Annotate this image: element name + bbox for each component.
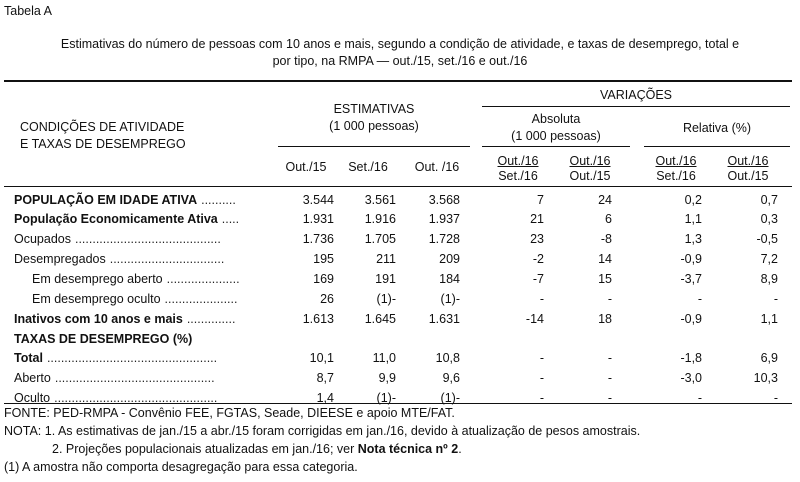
estimativas-rule: [278, 146, 470, 147]
row-label-text: Aberto: [14, 371, 51, 385]
table-cell: 169: [313, 272, 334, 286]
table-cell: -: [539, 351, 544, 365]
row-label-text: Inativos com 10 anos e mais: [14, 312, 183, 326]
footer-source-text: Convênio FEE, FGTAS, Seade, DIEESE e apoio MTE/FAT.: [128, 406, 455, 420]
var-col-header-3-top: Out./16: [655, 154, 697, 168]
row-label: [32, 292, 237, 306]
row-leader-dots: ..............: [186, 312, 236, 326]
table-subtitle: [8, 36, 792, 70]
table-cell: 1,4: [316, 391, 334, 405]
table-cell: -7: [532, 272, 544, 286]
table-cell: 14: [598, 252, 612, 266]
row-label-text: TAXAS DE DESEMPREGO (%): [14, 332, 193, 346]
table-cell: -0,5: [756, 232, 778, 246]
table-cell: -: [607, 371, 612, 385]
table-cell: 26: [320, 292, 334, 306]
table-cell: 1.931: [302, 212, 334, 226]
subtitle-line-2: por tipo, na RMPA — out./15, set./16 e out./16: [272, 54, 528, 68]
row-label-text: POPULAÇÃO EM IDADE ATIVA: [14, 193, 198, 207]
table-cell: 21: [530, 212, 544, 226]
table-cell: 3.544: [302, 193, 334, 207]
row-label: [14, 351, 217, 365]
table-cell: 1.728: [428, 232, 460, 246]
col-header-set16: Set./16: [348, 160, 388, 174]
table-cell: 0,2: [684, 193, 702, 207]
table-cell: 1.736: [302, 232, 334, 246]
var-col-header-1-bottom: Set./16: [498, 169, 538, 183]
table-cell: -0,9: [680, 312, 702, 326]
footer-note-2-suffix: .: [458, 442, 462, 456]
table-cell: -: [697, 292, 702, 306]
table-cell: -: [697, 391, 702, 405]
var-col-header-4-top: Out./16: [727, 154, 769, 168]
table-cell: 0,3: [760, 212, 778, 226]
row-label: [14, 232, 221, 246]
table-cell: 1,1: [684, 212, 702, 226]
row-label: [14, 312, 235, 326]
row-leader-dots: ...............................................: [54, 391, 218, 405]
row-leader-dots: ..........................................: [74, 232, 221, 246]
var-col-header-4-bottom: Out./15: [727, 169, 769, 183]
table-cell: -2: [532, 252, 544, 266]
estimativas-header: ESTIMATIVAS: [333, 102, 415, 116]
table-cell: -: [773, 292, 778, 306]
table-cell: -0,9: [680, 252, 702, 266]
table-cell: 7,2: [760, 252, 778, 266]
row-label-header-1: CONDIÇÕES DE ATIVIDADE: [20, 120, 185, 134]
footer-note-2: [52, 442, 462, 456]
table-cell: 10,8: [435, 351, 460, 365]
row-label-text: Oculto: [14, 391, 51, 405]
table-cell: 1.631: [428, 312, 460, 326]
row-label-text: Ocupados: [14, 232, 71, 246]
row-label: [14, 371, 215, 385]
table-cell: 191: [375, 272, 396, 286]
row-label: [14, 193, 236, 207]
table-cell: -: [607, 351, 612, 365]
table-cell: 195: [313, 252, 334, 266]
table-cell: 1.916: [364, 212, 396, 226]
absoluta-rule: [482, 146, 630, 147]
table-cell: 209: [439, 252, 460, 266]
var-col-header-2-bottom: Out./15: [569, 169, 611, 183]
table-cell: -: [539, 371, 544, 385]
table-cell: (1)-: [440, 391, 460, 405]
row-leader-dots: .................................................: [46, 351, 218, 365]
footer-source: [4, 406, 455, 420]
row-label-text: População Economicamente Ativa: [14, 212, 218, 226]
table-cell: 18: [598, 312, 612, 326]
row-label-text: Em desemprego oculto: [32, 292, 161, 306]
subtitle-line-1: Estimativas do número de pessoas com 10 anos e mais, segundo a condição de atividade, e taxas de desemprego, total e: [60, 37, 740, 51]
row-leader-dots: ..............................................: [54, 371, 215, 385]
header-bottom-rule: [4, 186, 792, 187]
row-label-text: Total: [14, 351, 43, 365]
table-cell: 9,9: [378, 371, 396, 385]
footer-note-2-bold: Nota técnica nº 2: [357, 442, 459, 456]
table-cell: 8,7: [316, 371, 334, 385]
table-cell: 11,0: [372, 351, 396, 365]
row-label-text: Desempregados: [14, 252, 106, 266]
row-label: [14, 391, 217, 405]
table-cell: 0,7: [760, 193, 778, 207]
table-cell: 1,3: [684, 232, 702, 246]
table-cell: -3,7: [680, 272, 702, 286]
col-header-out15: Out./15: [285, 160, 327, 174]
row-leader-dots: .....................: [166, 272, 240, 286]
table-cell: -14: [525, 312, 544, 326]
row-leader-dots: .................................: [109, 252, 225, 266]
table-cell: 184: [439, 272, 460, 286]
table-cell: -: [773, 391, 778, 405]
table-cell: -: [607, 292, 612, 306]
var-col-header-1-top: Out./16: [497, 154, 539, 168]
row-label: [14, 212, 239, 226]
row-label: [14, 332, 192, 346]
table-cell: 23: [530, 232, 544, 246]
var-col-header-2-top: Out./16: [569, 154, 611, 168]
table-cell: 3.568: [428, 193, 460, 207]
row-label: [32, 272, 240, 286]
table-cell: -: [539, 391, 544, 405]
row-leader-dots: .....................: [164, 292, 238, 306]
table-cell: 1.705: [364, 232, 396, 246]
table-cell: 3.561: [364, 193, 396, 207]
row-label: [14, 252, 224, 266]
table-title: Tabela A: [4, 4, 52, 18]
row-leader-dots: ..........: [201, 193, 236, 207]
table-cell: 1.613: [302, 312, 334, 326]
footer-note-2-prefix: 2. Projeções populacionais atualizadas em jan./16; ver: [52, 442, 358, 456]
table-cell: 6: [605, 212, 612, 226]
row-leader-dots: .....: [221, 212, 240, 226]
table-cell: (1)-: [440, 292, 460, 306]
var-col-header-3-bottom: Set./16: [656, 169, 696, 183]
absoluta-unit: (1 000 pessoas): [511, 129, 601, 143]
table-cell: (1)-: [376, 292, 396, 306]
row-label-text: Em desemprego aberto: [32, 272, 163, 286]
table-cell: -3,0: [680, 371, 702, 385]
table-cell: 8,9: [760, 272, 778, 286]
variacoes-header: VARIAÇÕES: [599, 88, 672, 102]
estimativas-unit: (1 000 pessoas): [329, 119, 419, 133]
table-cell: (1)-: [376, 391, 396, 405]
absoluta-header: Absoluta: [531, 112, 581, 126]
table-cell: 15: [598, 272, 612, 286]
table-cell: 1.645: [364, 312, 396, 326]
footer-note-1: NOTA: 1. As estimativas de jan./15 a abr./15 foram corrigidas em jan./16, devido à atualização de pesos amostrais.: [4, 424, 641, 438]
table-cell: 1.937: [428, 212, 460, 226]
table-cell: 1,1: [760, 312, 778, 326]
table-cell: -: [607, 391, 612, 405]
table-cell: -1,8: [680, 351, 702, 365]
table-cell: 9,6: [442, 371, 460, 385]
relativa-rule: [644, 146, 790, 147]
table-cell: -: [539, 292, 544, 306]
table-cell: -8: [600, 232, 612, 246]
relativa-header: Relativa (%): [682, 121, 752, 135]
footer-note-3: (1) A amostra não comporta desagregação para essa categoria.: [4, 460, 358, 474]
table-cell: 10,1: [309, 351, 334, 365]
variacoes-rule: [482, 106, 790, 107]
footer-source-prefix: FONTE: PED-RMPA -: [4, 406, 129, 420]
table-cell: 211: [376, 252, 396, 266]
col-header-out16: Out. /16: [414, 160, 460, 174]
table-cell: 6,9: [760, 351, 778, 365]
table-cell: 24: [598, 193, 612, 207]
table-cell: 10,3: [753, 371, 778, 385]
row-label-header-2: E TAXAS DE DESEMPREGO: [20, 137, 186, 151]
table-cell: 7: [537, 193, 544, 207]
top-rule: [4, 80, 792, 82]
